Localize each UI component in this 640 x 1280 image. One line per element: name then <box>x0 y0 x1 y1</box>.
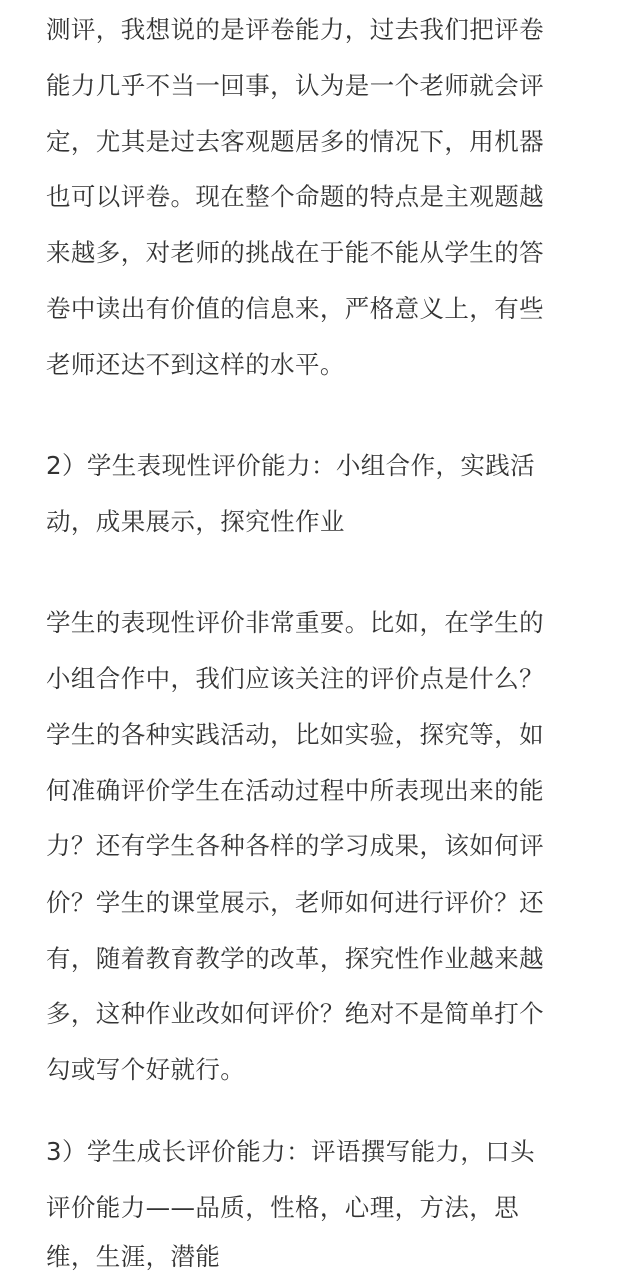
heading-line: 3）学生成长评价能力：评语撰写能力，口头 <box>46 1137 536 1166</box>
text-line: 力？还有学生各种各样的学习成果，该如何评 <box>46 831 544 860</box>
text-line: 卷中读出有价值的信息来，严格意义上，有些 <box>46 294 544 323</box>
heading-line: 2）学生表现性评价能力：小组合作，实践活 <box>46 451 536 480</box>
text-line: 勾或写个好就行。 <box>46 1055 246 1084</box>
text-line: 小组合作中，我们应该关注的评价点是什么？ <box>46 664 544 693</box>
heading-line: 动，成果展示，探究性作业 <box>46 507 345 536</box>
text-line: 价？学生的课堂展示，老师如何进行评价？还 <box>46 888 544 917</box>
text-line: 有，随着教育教学的改革，探究性作业越来越 <box>46 944 544 973</box>
text-line: 定，尤其是过去客观题居多的情况下，用机器 <box>46 127 544 156</box>
text-line: 何准确评价学生在活动过程中所表现出来的能 <box>46 776 544 805</box>
text-line: 来越多，对老师的挑战在于能不能从学生的答 <box>46 238 544 267</box>
text-line: 老师还达不到这样的水平。 <box>46 350 345 379</box>
text-line: 多，这种作业改如何评价？绝对不是简单打个 <box>46 999 544 1028</box>
text-line: 也可以评卷。现在整个命题的特点是主观题越 <box>46 182 544 211</box>
text-line: 测评，我想说的是评卷能力，过去我们把评卷 <box>46 15 544 44</box>
text-line: 学生的表现性评价非常重要。比如，在学生的 <box>46 608 544 637</box>
text-line: 学生的各种实践活动，比如实验，探究等，如 <box>46 720 544 749</box>
heading-line: 评价能力——品质，性格，心理，方法，思 <box>46 1193 520 1222</box>
heading-line: 维，生涯，潜能 <box>46 1242 221 1271</box>
text-line: 能力几乎不当一回事，认为是一个老师就会评 <box>46 71 544 100</box>
